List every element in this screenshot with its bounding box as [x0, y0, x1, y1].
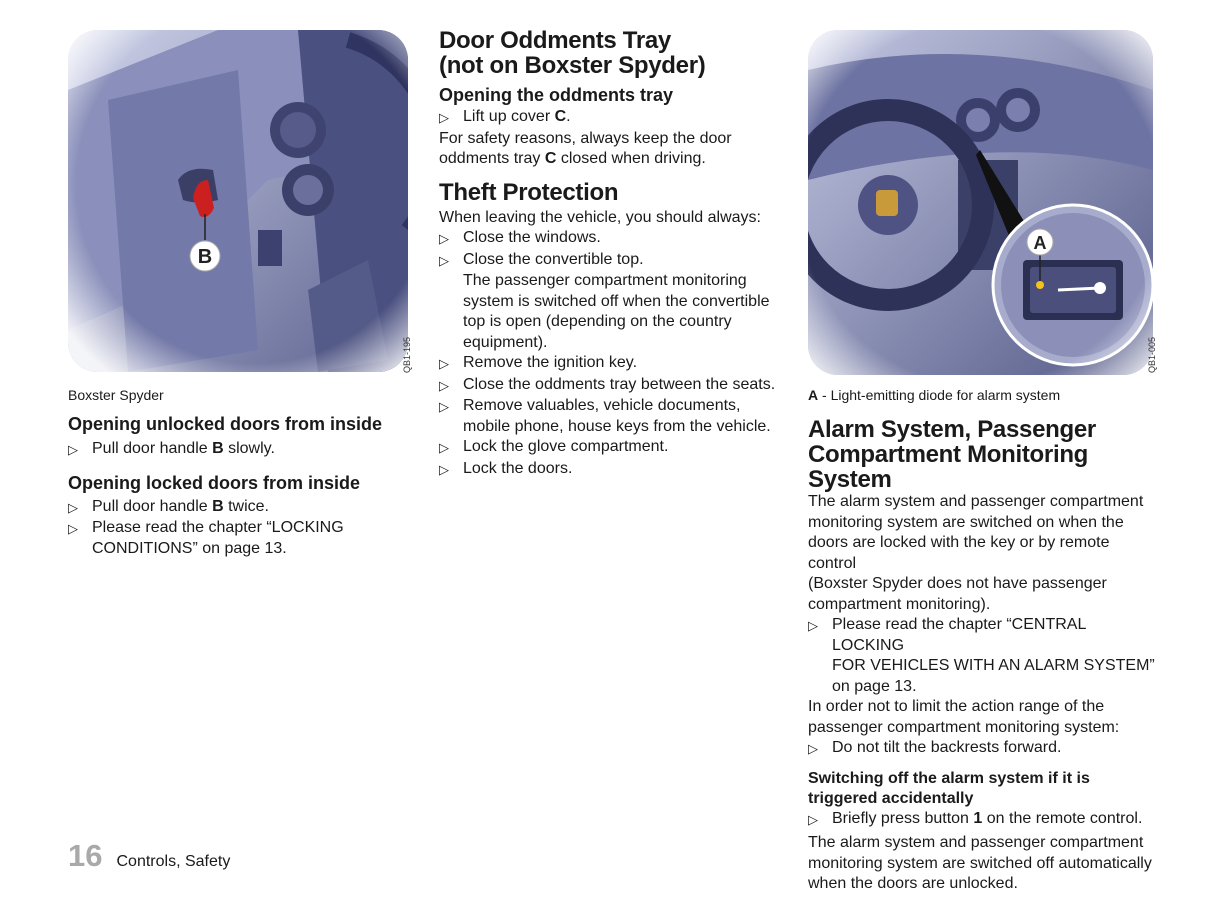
bullet-item: ▷ Lock the glove compartment.: [439, 437, 784, 459]
bullet-icon: ▷: [68, 521, 78, 536]
section-name: Controls, Safety: [116, 853, 231, 870]
bullet-item: ▷ Please read the chapter “CENTRAL LOCKING FOR VEHICLES WITH AN ALARM SYSTEM” on page 13.: [808, 615, 1158, 697]
bullet-item: ▷ Lift up cover C.: [439, 107, 784, 129]
page-footer: [68, 838, 230, 874]
alarm-paragraph: The alarm system and passenger compartment monitoring system are switched on when the doors are locked with the key or by remote control (Boxster Spyder does not have passenger compartment monitoring).: [808, 493, 1144, 613]
theft-protection-title: Theft Protection: [439, 178, 619, 206]
safety-note: For safety reasons, always keep the door oddments tray C closed when driving.: [439, 129, 732, 167]
bullet-item: ▷ Close the oddments tray between the seats.: [439, 375, 784, 397]
bullet-icon: ▷: [439, 110, 449, 125]
bullet-icon: ▷: [439, 377, 449, 393]
bullet-icon: ▷: [439, 231, 449, 246]
right-column: [808, 385, 1158, 895]
figure-caption: Boxster Spyder: [68, 387, 164, 403]
page-number: 16: [68, 838, 103, 873]
bullet-icon: ▷: [808, 811, 818, 827]
left-column: [68, 385, 408, 559]
figure-caption: A - Light-emitting diode for alarm system: [808, 387, 1061, 403]
bullet-item: ▷ Do not tilt the backrests forward.: [808, 738, 1158, 760]
bullet-icon: ▷: [439, 440, 449, 455]
figure-code: QB1-195: [402, 336, 412, 373]
door-tray-title: Door Oddments Tray (not on Boxster Spyder): [439, 27, 706, 79]
middle-column: [439, 28, 784, 480]
convertible-note: The passenger compartment monitoring system is switched off when the convertible top is open (depending on the country equipment).: [463, 272, 770, 351]
bullet-icon: ▷: [68, 442, 78, 457]
alarm-system-title: Alarm System, Passenger Compartment Monitoring System: [808, 416, 1096, 493]
bullet-item: ▷ Close the windows.: [439, 228, 784, 250]
bullet-item: ▷ Pull door handle B slowly.: [68, 439, 408, 461]
figure-code: QB1-005: [1147, 336, 1157, 373]
bullet-item: ▷ Close the convertible top.: [439, 250, 784, 272]
bullet-icon: ▷: [439, 252, 449, 268]
bullet-item: ▷ Please read the chapter “LOCKING CONDITIONS” on page 13.: [68, 518, 408, 559]
heading-locked: Opening locked doors from inside: [68, 472, 361, 493]
bullet-item: ▷ Remove the ignition key.: [439, 353, 784, 375]
door-handle-illustration: [68, 30, 408, 372]
alarm-led-illustration: [808, 30, 1153, 375]
bullet-icon: ▷: [68, 499, 78, 515]
bullet-item: ▷ Briefly press button 1 on the remote control.: [808, 809, 1158, 831]
bullet-item: ▷ Lock the doors.: [439, 459, 784, 481]
bullet-icon: ▷: [439, 399, 449, 414]
bullet-icon: ▷: [439, 356, 449, 371]
bullet-icon: ▷: [808, 618, 818, 633]
theft-intro: When leaving the vehicle, you should always:: [439, 208, 761, 226]
heading-switching-off: Switching off the alarm system if it is triggered accidentally: [808, 769, 1090, 807]
bullet-item: ▷ Pull door handle B twice.: [68, 497, 408, 519]
bullet-icon: ▷: [808, 741, 818, 756]
bullet-item: ▷ Remove valuables, vehicle documents, mobile phone, house keys from the vehicle.: [439, 396, 784, 437]
bullet-icon: ▷: [439, 461, 449, 477]
range-paragraph: In order not to limit the action range of the passenger compartment monitoring system:: [808, 698, 1120, 736]
unlock-paragraph: The alarm system and passenger compartment monitoring system are switched off automatically when the doors are unlocked.: [808, 834, 1152, 892]
heading-opening-tray: Opening the oddments tray: [439, 85, 674, 105]
heading-unlocked: Opening unlocked doors from inside: [68, 414, 383, 434]
